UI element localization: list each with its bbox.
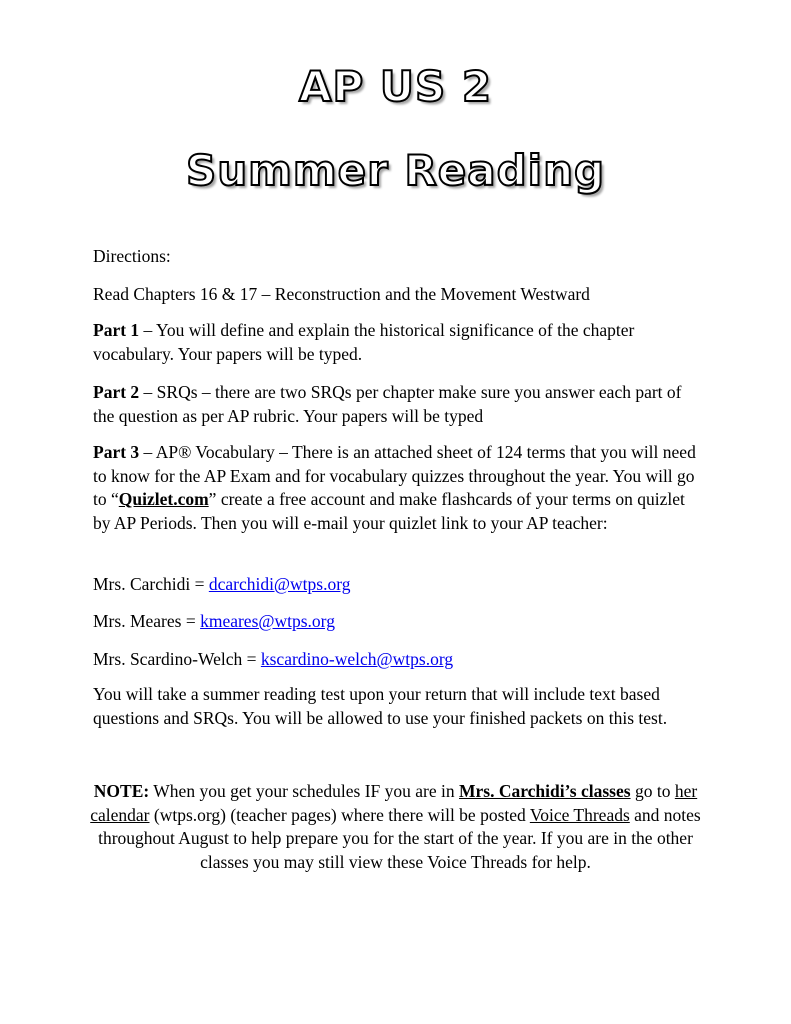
directions-heading: Directions: (93, 246, 171, 266)
part-3-label: Part 3 (93, 442, 140, 462)
part-3-text-b: ” create a free account and make flashcards of your terms on quizlet by AP Periods. Then you will e-mail your quizlet link to your AP teacher: (93, 489, 685, 533)
teacher-email-link[interactable]: kmeares@wtps.org (200, 611, 335, 631)
teacher-email-row (93, 610, 705, 634)
note-paragraph (80, 780, 711, 874)
note-label: NOTE: (93, 781, 150, 801)
calendar-link[interactable]: her calendar (90, 781, 698, 825)
note-text-4: and notes throughout August to help prepare you for the start of the year. If you are in the other classes you may still view these Voice Threads for help. (98, 804, 701, 872)
note-text-3: (wtps.org) (teacher pages) where there will be posted (149, 804, 530, 825)
teacher-email-row (93, 573, 705, 597)
part-1-paragraph (93, 319, 705, 366)
quizlet-link[interactable]: Quizlet.com (118, 489, 209, 509)
part-2-paragraph (93, 381, 705, 428)
teacher-name: Mrs. Carchidi = (93, 574, 209, 594)
part-3-text-a: – AP® Vocabulary – There is an attached sheet of 124 terms that you will need to know for the AP Exam and for vocabulary quizzes throughout the year. You will go to “ (93, 442, 696, 509)
part-1-text: – You will define and explain the historical significance of the chapter vocabulary. Your papers will be typed. (93, 320, 635, 364)
page-title: AP US 2 (298, 62, 493, 111)
teacher-name: Mrs. Scardino-Welch = (93, 649, 261, 669)
part-2-text: – SRQs – there are two SRQs per chapter make sure you answer each part of the question as per AP rubric. Your papers will be typed (93, 382, 682, 426)
part-1-label: Part 1 (93, 320, 140, 340)
part-2-label: Part 2 (93, 382, 140, 402)
page-subtitle: Summer Reading (185, 146, 606, 195)
teacher-email-row (93, 648, 705, 672)
teacher-name: Mrs. Meares = (93, 611, 201, 631)
carchidi-classes: Mrs. Carchidi’s classes (458, 781, 631, 801)
voice-threads-link[interactable]: Voice Threads (529, 804, 630, 825)
reading-assignment: Read Chapters 16 & 17 – Reconstruction and the Movement Westward (93, 284, 590, 304)
part-3-paragraph (93, 441, 705, 535)
summary-paragraph: You will take a summer reading test upon your return that will include text based questions and SRQs. You will be allowed to use your finished packets on this test. (93, 684, 668, 728)
note-text-2: go to (630, 781, 675, 801)
note-text-1: When you get your schedules IF you are in (149, 781, 459, 801)
teacher-email-link[interactable]: kscardino-welch@wtps.org (260, 649, 454, 669)
teacher-email-link[interactable]: dcarchidi@wtps.org (208, 574, 351, 594)
